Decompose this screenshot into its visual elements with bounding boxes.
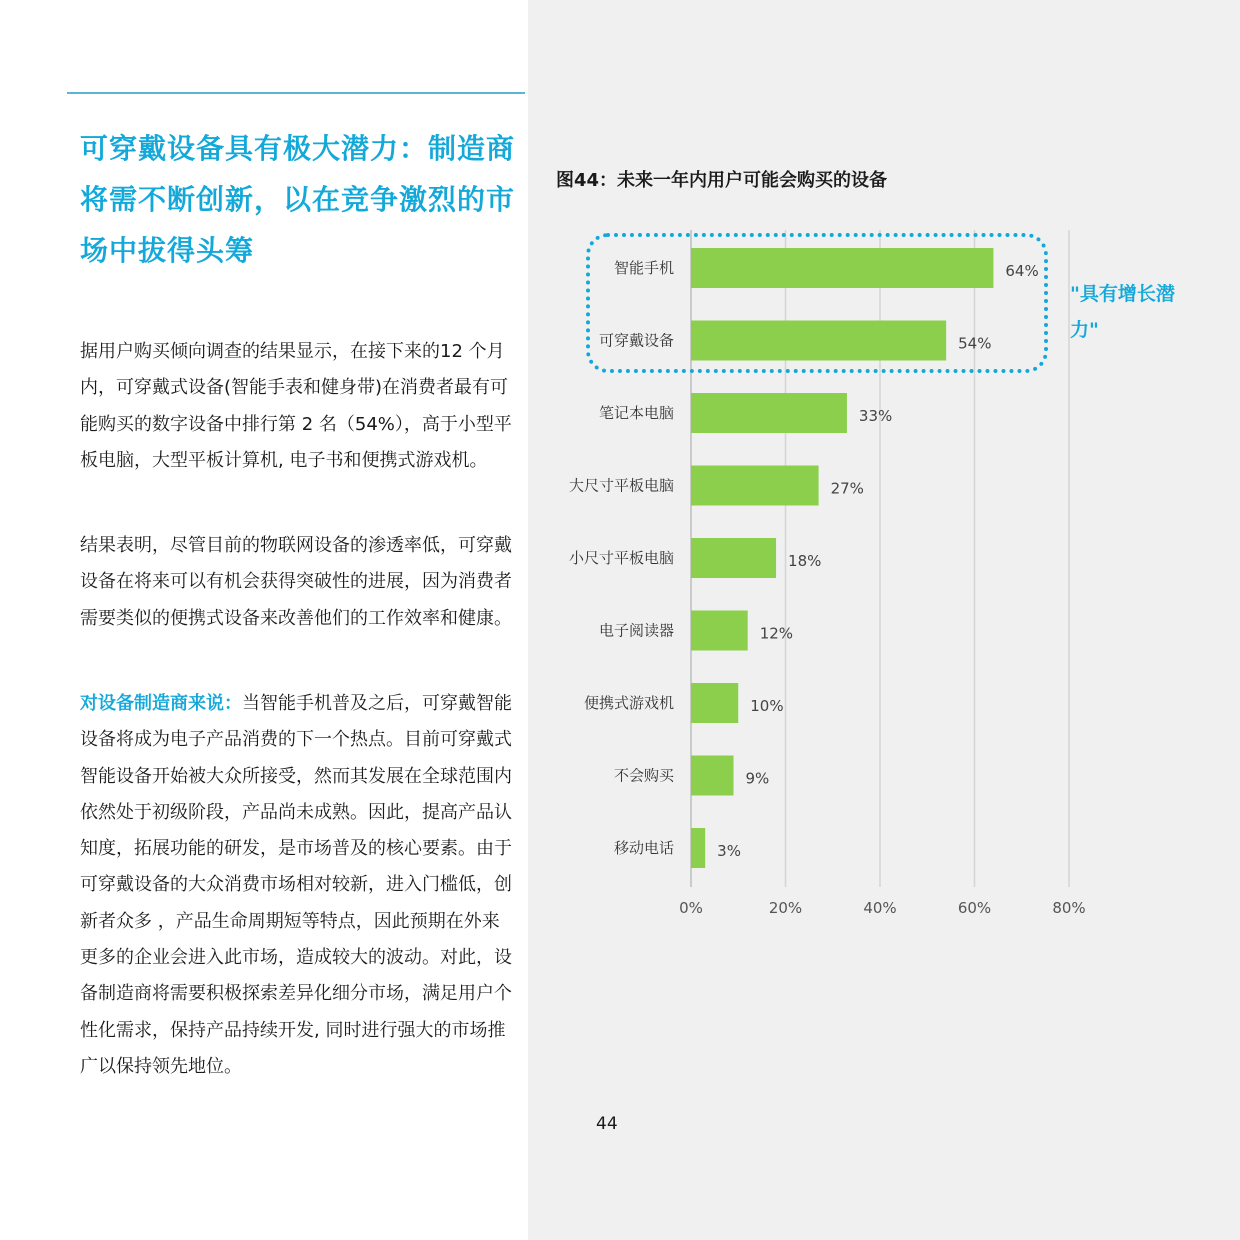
value-label: 18%: [788, 552, 822, 570]
category-label: 便携式游戏机: [583, 694, 674, 712]
paragraph-lead: 对设备制造商来说：: [80, 693, 242, 714]
bar: [691, 683, 738, 723]
body-paragraph-1: 据用户购买倾向调查的结果显示，在接下来的12 个月内，可穿戴式设备(智能手表和健身带)在消费者最有可能购买的数字设备中排行第 2 名（54%），高于小型平板电脑，大型平板计算机, 电子书和便携式游戏机。: [80, 341, 512, 471]
value-label: 12%: [759, 624, 794, 643]
bar: [691, 538, 776, 578]
bar: [691, 756, 734, 796]
category-label: 不会购买: [613, 766, 674, 785]
figure-title: 图44：未来一年内用户可能会购买的设备: [556, 170, 888, 191]
bar: [691, 611, 748, 651]
body-paragraph-2: 结果表明，尽管目前的物联网设备的渗透率低，可穿戴设备在将来可以有机会获得突破性的进展，因为消费者需要类似的便携式设备来改善他们的工作效率和健康。: [80, 535, 512, 629]
category-label: 电子阅读器: [598, 621, 674, 640]
value-label: 33%: [858, 407, 893, 425]
category-label: 小尺寸平板电脑: [568, 549, 674, 567]
left-text-panel: [0, 0, 528, 1240]
x-axis-ticks: [679, 899, 1086, 917]
bar: [691, 828, 705, 868]
value-label: 64%: [1005, 262, 1039, 280]
value-label: 9%: [745, 769, 770, 788]
bar: [691, 466, 819, 506]
x-tick-label: 40%: [863, 899, 897, 917]
category-label: 移动电话: [613, 839, 674, 857]
page-headline: 可穿戴设备具有极大潜力：制造商将需不断创新，以在竞争激烈的市场中拔得头筹: [80, 132, 516, 267]
category-label: 笔记本电脑: [598, 404, 674, 422]
x-tick-label: 20%: [768, 899, 803, 917]
category-label: 大尺寸平板电脑: [568, 476, 674, 495]
page-number: 44: [596, 1114, 618, 1134]
bar: [691, 393, 847, 433]
category-label: 智能手机: [613, 259, 674, 277]
x-tick-label: 0%: [679, 899, 703, 917]
value-label: 54%: [958, 334, 992, 353]
top-rule: [67, 92, 525, 94]
body-paragraph-3: [80, 686, 516, 1085]
category-label: 可穿戴设备: [598, 331, 674, 350]
x-tick-label: 60%: [957, 899, 992, 917]
growth-potential-callout: "具有增长潜力": [1070, 283, 1175, 341]
value-label: 10%: [750, 697, 784, 715]
value-label: 3%: [717, 842, 741, 860]
highlight-dotted-box: [586, 233, 1048, 373]
x-tick-label: 80%: [1052, 899, 1086, 917]
value-label: 27%: [830, 479, 864, 498]
paragraph-body: 当智能手机普及之后，可穿戴智能设备将成为电子产品消费的下一个热点。目前可穿戴式智能设备开始被大众所接受，然而其发展在全球范围内依然处于初级阶段，产品尚未成熟。因此，提高产品认知度，拓展功能的研发，是市场普及的核心要素。由于可穿戴设备的大众消费市场相对较新，进入门槛低，创新者众多 ，产品生命周期短等特点，因此预期在外来更多的企业会进入此市场，造成较大的波动。对此，设备制造商将需要积极探索差异化细分市场，满足用户个性化需求，保持产品持续开发, 同时进行强大的市场推广以保持领先地位。: [80, 693, 512, 1077]
